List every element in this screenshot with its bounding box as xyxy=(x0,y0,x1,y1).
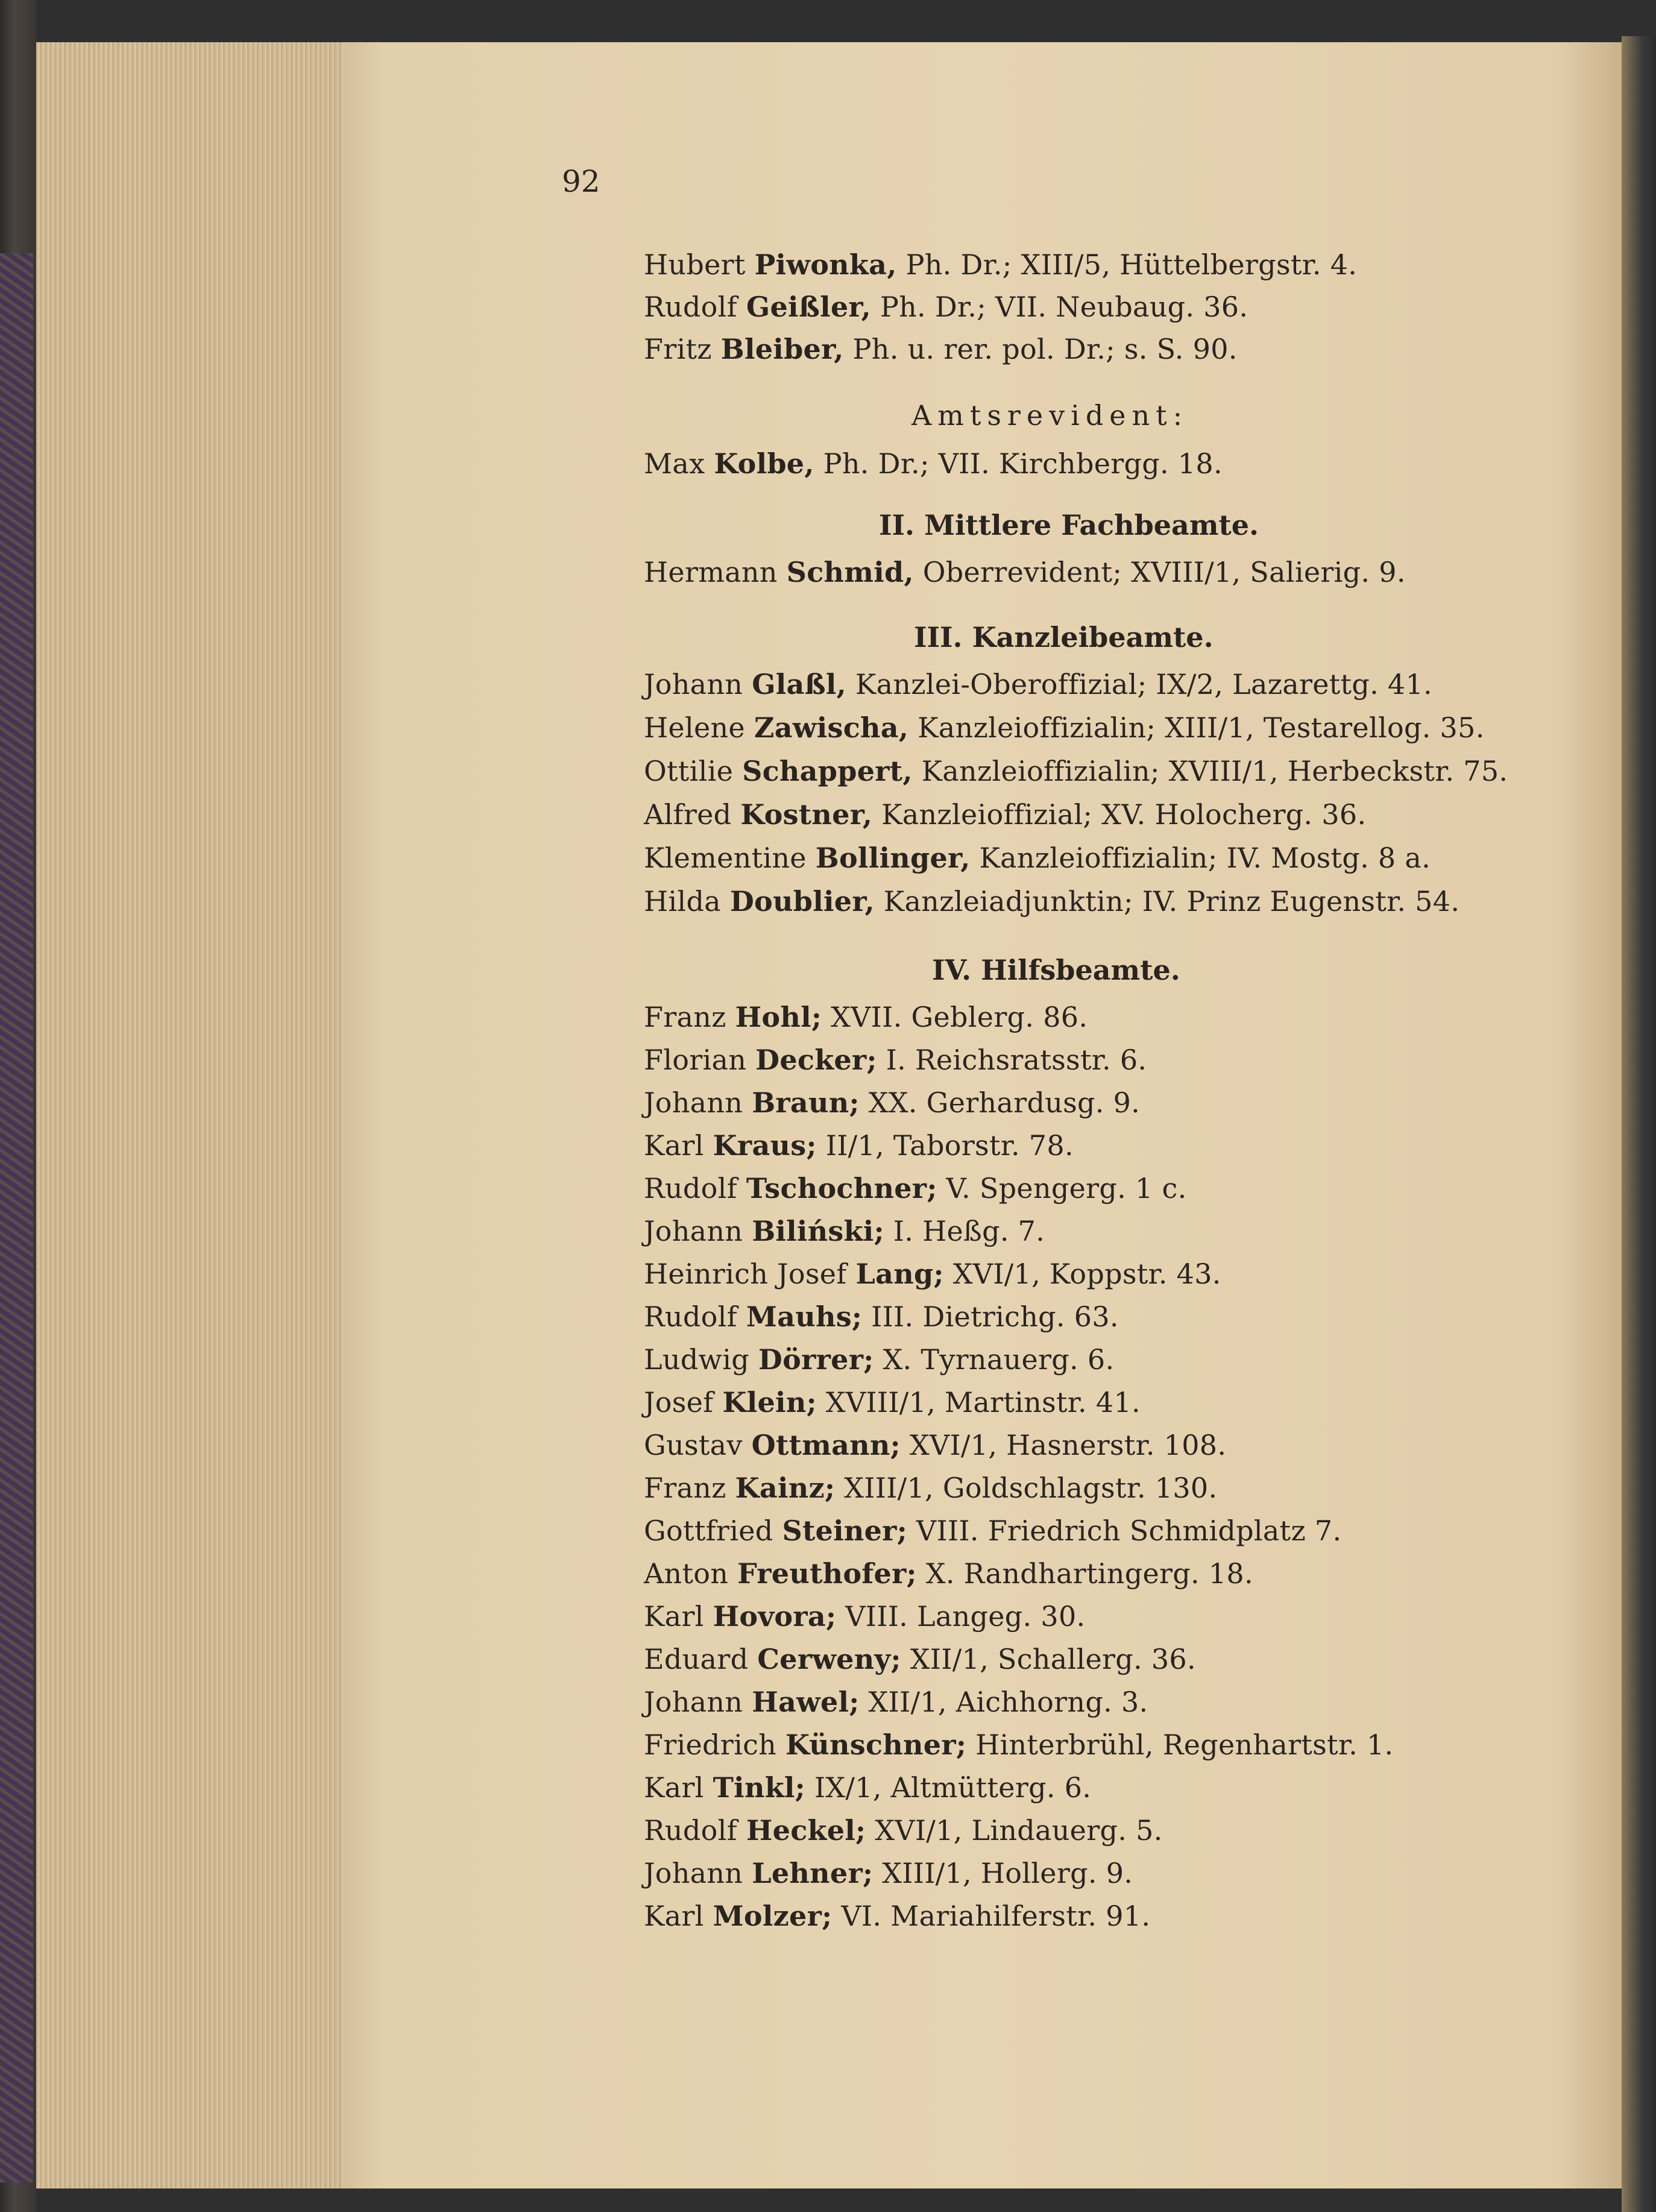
entry-first-name: Hilda xyxy=(644,885,721,918)
entry-surname: Mauhs; xyxy=(746,1300,863,1333)
entry-first-name: Max xyxy=(644,447,705,480)
entry-details: XII/1, Aichhorng. 3. xyxy=(859,1686,1148,1718)
entry-line xyxy=(644,842,1431,874)
entry-line xyxy=(644,1300,1119,1333)
entry-details: VIII. Friedrich Schmidplatz 7. xyxy=(907,1514,1342,1547)
entry-surname: Kostner, xyxy=(740,798,873,831)
entry-surname: Tinkl; xyxy=(713,1771,805,1804)
entry-details: I. Reichsratsstr. 6. xyxy=(877,1044,1147,1076)
entry-first-name: Karl xyxy=(644,1771,704,1804)
entry-line xyxy=(644,1086,1140,1119)
entry-first-name: Ludwig xyxy=(644,1343,749,1376)
entry-surname: Freuthofer; xyxy=(737,1557,917,1590)
entry-surname: Tschochner; xyxy=(746,1172,937,1205)
entry-details: X. Tyrnauerg. 6. xyxy=(874,1343,1115,1376)
marbled-cover xyxy=(0,253,33,2182)
entry-surname: Kraus; xyxy=(713,1129,817,1162)
entry-first-name: Franz xyxy=(644,1472,726,1504)
entry-surname: Steiner; xyxy=(782,1514,907,1547)
entry-details: Ph. Dr.; VII. Neubaug. 36. xyxy=(871,291,1248,323)
entry-surname: Cerweny; xyxy=(757,1643,901,1675)
entry-details: Kanzleiadjunktin; IV. Prinz Eugenstr. 54. xyxy=(874,885,1460,918)
entry-first-name: Friedrich xyxy=(644,1728,777,1761)
entry-first-name: Johann xyxy=(644,1215,743,1247)
entry-line xyxy=(644,1643,1196,1675)
entry-details: XVI/1, Koppstr. 43. xyxy=(943,1258,1221,1290)
entry-details: I. Heßg. 7. xyxy=(884,1215,1045,1247)
entry-details: V. Spengerg. 1 c. xyxy=(937,1172,1187,1205)
entry-first-name: Heinrich Josef xyxy=(644,1258,847,1290)
entry-line xyxy=(644,1429,1226,1461)
entry-details: Oberrevident; XVIII/1, Salierig. 9. xyxy=(913,556,1406,588)
entry-first-name: Ottilie xyxy=(644,755,734,787)
entry-details: Kanzleioffizial; XV. Holocherg. 36. xyxy=(872,798,1367,831)
entry-surname: Zawischa, xyxy=(754,711,909,744)
entry-line xyxy=(644,291,1248,323)
entry-details: XIII/1, Hollerg. 9. xyxy=(873,1857,1133,1889)
entry-line xyxy=(644,248,1357,281)
entry-first-name: Gottfried xyxy=(644,1514,773,1547)
entry-surname: Kolbe, xyxy=(714,447,814,480)
entry-line xyxy=(644,1472,1217,1504)
entry-first-name: Rudolf xyxy=(644,1814,737,1847)
entry-surname: Doublier, xyxy=(729,885,875,918)
entry-line xyxy=(644,1814,1163,1847)
entry-first-name: Karl xyxy=(644,1600,704,1633)
entry-details: X. Randhartingerg. 18. xyxy=(916,1557,1253,1590)
entry-line xyxy=(644,798,1366,831)
entry-details: III. Dietrichg. 63. xyxy=(862,1300,1119,1333)
entry-surname: Molzer; xyxy=(713,1900,833,1932)
entry-line xyxy=(644,1557,1253,1590)
entry-surname: Kainz; xyxy=(735,1472,836,1504)
entry-first-name: Karl xyxy=(644,1129,704,1162)
entry-surname: Piwonka, xyxy=(754,248,897,281)
entry-first-name: Hermann xyxy=(644,556,778,588)
entry-first-name: Johann xyxy=(644,1086,743,1119)
entry-surname: Bollinger, xyxy=(815,842,971,874)
entry-line xyxy=(644,1857,1133,1889)
entry-surname: Biliński; xyxy=(752,1215,884,1247)
entry-line xyxy=(644,668,1432,701)
entry-first-name: Rudolf xyxy=(644,1300,737,1333)
entry-surname: Hawel; xyxy=(752,1686,860,1718)
entry-line xyxy=(644,1129,1074,1162)
section-heading-iii: III. Kanzleibeamte. xyxy=(914,621,1214,654)
entry-line xyxy=(644,333,1238,365)
entry-surname: Hohl; xyxy=(735,1001,822,1033)
entry-line xyxy=(644,1258,1221,1290)
entry-line xyxy=(644,1215,1045,1247)
entry-details: Kanzleioffizialin; XVIII/1, Herbeckstr. 75. xyxy=(912,755,1508,787)
entry-details: Ph. Dr.; VII. Kirchbergg. 18. xyxy=(814,447,1223,480)
entry-surname: Heckel; xyxy=(746,1814,866,1847)
entry-surname: Decker; xyxy=(755,1044,877,1076)
entry-surname: Schappert, xyxy=(742,755,913,787)
entry-line xyxy=(644,556,1406,588)
entry-first-name: Johann xyxy=(644,1686,743,1718)
entry-first-name: Rudolf xyxy=(644,1172,737,1205)
entry-details: Ph. u. rer. pol. Dr.; s. S. 90. xyxy=(843,333,1238,365)
entry-first-name: Alfred xyxy=(644,798,732,831)
entry-surname: Braun; xyxy=(752,1086,860,1119)
entry-line xyxy=(644,1044,1147,1076)
entry-details: XVI/1, Lindauerg. 5. xyxy=(866,1814,1163,1847)
entry-details: Kanzleioffizialin; IV. Mostg. 8 a. xyxy=(970,842,1431,874)
entry-surname: Ottmann; xyxy=(751,1429,901,1461)
entry-surname: Bleiber, xyxy=(720,333,844,365)
entry-details: XVIII/1, Martinstr. 41. xyxy=(816,1386,1141,1419)
entry-line xyxy=(644,1686,1148,1718)
entry-line xyxy=(644,1386,1141,1419)
entry-details: VI. Mariahilferstr. 91. xyxy=(832,1900,1151,1932)
book-right-edge xyxy=(1622,36,1656,2212)
entry-line xyxy=(644,1900,1150,1932)
entry-details: IX/1, Altmütterg. 6. xyxy=(805,1771,1092,1804)
entry-first-name: Josef xyxy=(644,1386,714,1419)
entry-line xyxy=(644,1514,1341,1547)
entry-line xyxy=(644,1728,1393,1761)
entry-first-name: Franz xyxy=(644,1001,726,1033)
entry-details: II/1, Taborstr. 78. xyxy=(816,1129,1074,1162)
entry-details: XX. Gerhardusg. 9. xyxy=(859,1086,1141,1119)
entry-details: Kanzleioffizialin; XIII/1, Testarellog. 35. xyxy=(908,711,1485,744)
page-number: 92 xyxy=(562,164,600,199)
entry-details: XIII/1, Goldschlagstr. 130. xyxy=(835,1472,1218,1504)
entry-first-name: Rudolf xyxy=(644,291,737,323)
entry-surname: Dörrer; xyxy=(758,1343,874,1376)
entry-details: Kanzlei-Oberoffizial; IX/2, Lazarettg. 41. xyxy=(846,668,1432,701)
entry-details: XVI/1, Hasnerstr. 108. xyxy=(900,1429,1227,1461)
entry-line xyxy=(644,1771,1091,1804)
entry-details: VIII. Langeg. 30. xyxy=(836,1600,1086,1633)
entry-first-name: Anton xyxy=(644,1557,729,1590)
entry-line xyxy=(644,1172,1187,1205)
amtsrevident-heading: Amtsrevident: xyxy=(911,399,1189,432)
entry-line xyxy=(644,755,1508,787)
entry-first-name: Gustav xyxy=(644,1429,743,1461)
entry-first-name: Johann xyxy=(644,1857,743,1889)
section-heading-ii: II. Mittlere Fachbeamte. xyxy=(879,509,1259,541)
entry-first-name: Helene xyxy=(644,711,745,744)
entry-surname: Künschner; xyxy=(785,1728,967,1761)
entry-first-name: Karl xyxy=(644,1900,704,1932)
entry-details: Hinterbrühl, Regenhartstr. 1. xyxy=(966,1728,1394,1761)
entry-first-name: Johann xyxy=(644,668,743,701)
entry-surname: Lang; xyxy=(855,1258,944,1290)
entry-first-name: Florian xyxy=(644,1044,747,1076)
section-heading-iv: IV. Hilfsbeamte. xyxy=(932,954,1180,986)
entry-first-name: Fritz xyxy=(644,333,712,365)
entry-surname: Schmid, xyxy=(786,556,914,588)
entry-details: XVII. Geblerg. 86. xyxy=(822,1001,1088,1033)
entry-details: XII/1, Schallerg. 36. xyxy=(901,1643,1196,1675)
entry-surname: Geißler, xyxy=(746,291,871,323)
entry-line xyxy=(644,711,1485,744)
entry-first-name: Hubert xyxy=(644,248,746,281)
entry-line xyxy=(644,1343,1114,1376)
page-stack-edges xyxy=(36,42,345,2188)
entry-line xyxy=(644,1001,1088,1033)
entry-line xyxy=(644,447,1223,480)
entry-surname: Klein; xyxy=(722,1386,817,1419)
entry-surname: Glaßl, xyxy=(752,668,846,701)
entry-first-name: Klementine xyxy=(644,842,807,874)
entry-details: Ph. Dr.; XIII/5, Hüttelbergstr. 4. xyxy=(896,248,1358,281)
entry-first-name: Eduard xyxy=(644,1643,749,1675)
entry-surname: Lehner; xyxy=(752,1857,874,1889)
entry-line xyxy=(644,885,1459,918)
entry-line xyxy=(644,1600,1085,1633)
entry-surname: Hovora; xyxy=(713,1600,837,1633)
